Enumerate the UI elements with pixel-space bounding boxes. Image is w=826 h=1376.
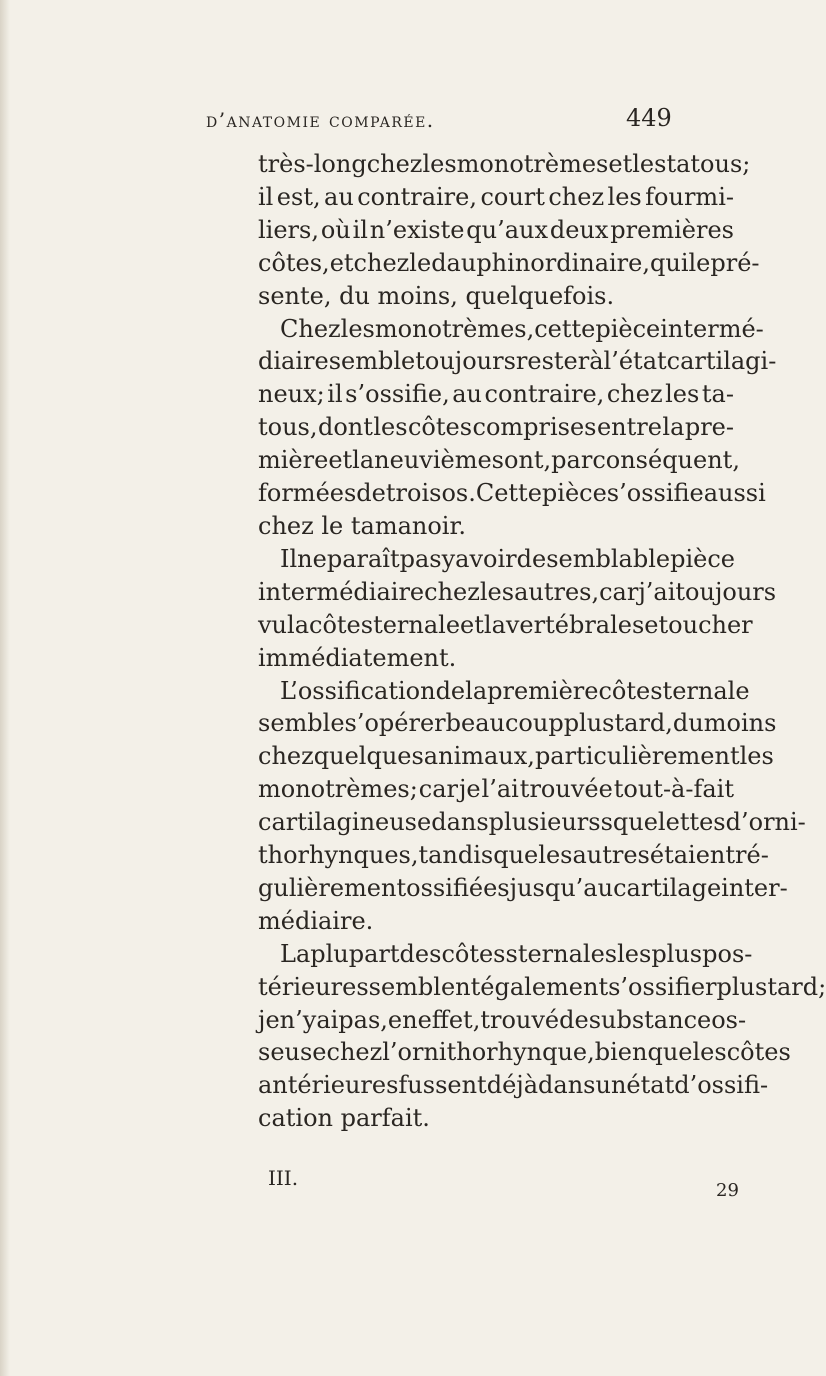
text-line: L’ossification de la première côte sternale xyxy=(280,676,750,705)
text-line: immédiatement. xyxy=(258,643,457,672)
text-line: chez le tamanoir. xyxy=(258,511,466,540)
text-line: thorhynques, tandis que les autres étaient ré- xyxy=(258,841,769,870)
text-line: gulièrement ossifiées jusqu’au cartilage inter- xyxy=(258,873,788,902)
text-line: médiaire. xyxy=(258,906,374,935)
page-gutter xyxy=(0,0,10,1376)
text-line: tous, dont les côtes comprises entre la pre- xyxy=(258,413,734,442)
text-line: semble s’opérer beaucoup plus tard, du moins xyxy=(258,709,777,738)
text-line: il est, au contraire, court chez les fourmi- xyxy=(258,182,734,211)
text-line: mière et la neuvième sont, par conséquent, xyxy=(258,446,740,475)
text-line: cartilagineuse dans plusieurs squelettes d’orni- xyxy=(258,808,806,837)
text-line: côtes, et chez le dauphin ordinaire, qui le pré- xyxy=(258,248,760,277)
text-line: térieures semblent également s’ossifier plus tard; xyxy=(258,972,826,1001)
text-line: chez quelques animaux, particulièrement les xyxy=(258,742,774,771)
text-line: Il ne paraît pas y avoir de semblable pièce xyxy=(280,544,735,573)
text-line: intermédiaire chez les autres, car j’ai toujours xyxy=(258,577,777,606)
text-line: monotrèmes; car je l’ai trouvée tout-à-fait xyxy=(258,775,734,804)
body-text xyxy=(258,148,826,1135)
gathering-number: 29 xyxy=(716,1180,739,1201)
text-line: La plupart des côtes sternales les plus pos- xyxy=(280,939,753,968)
running-header xyxy=(206,104,672,132)
text-line: antérieures fussent déjà dans un état d’ossifi- xyxy=(258,1071,769,1100)
text-line: vu la côte sternale et la vertébrale se toucher xyxy=(258,610,753,639)
text-line: cation parfait. xyxy=(258,1104,430,1133)
text-line: diaire semble toujours rester à l’état cartilagi- xyxy=(258,347,777,376)
text-line: neux; il s’ossifie, au contraire, chez les ta- xyxy=(258,380,734,409)
text-line: Chez les monotrèmes, cette pièce intermé- xyxy=(280,314,764,343)
text-line: sente, du moins, quelquefois. xyxy=(258,281,615,310)
text-line: je n’y ai pas, en effet, trouvé de substance os- xyxy=(258,1005,747,1034)
text-line: seuse chez l’ornithorhynque, bien que les côtes xyxy=(258,1038,791,1067)
page-number: 449 xyxy=(626,104,672,132)
text-line: liers, où il n’existe qu’aux deux premières xyxy=(258,215,734,244)
text-line: formées de trois os. Cette pièce s’ossifie aussi xyxy=(258,479,766,508)
running-title: d’anatomie comparée. xyxy=(206,108,435,132)
volume-signature: III. xyxy=(268,1166,299,1190)
text-line: très-long chez les monotrèmes et les tatous; xyxy=(258,150,751,178)
